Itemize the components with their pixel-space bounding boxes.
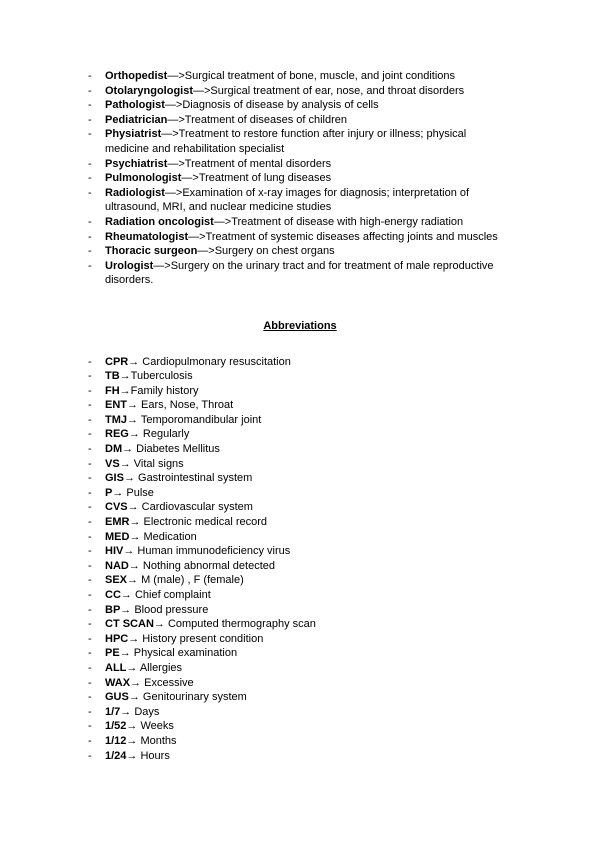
- definition-text: → Days: [120, 705, 160, 718]
- definition-text: —>Examination of x-ray images for diagnosis; interpretation of ultrasound, MRI, and nuclear medicine studies: [105, 186, 470, 214]
- definition-text: → Allergies: [126, 661, 183, 674]
- entry-text: [105, 113, 512, 128]
- entry-text: [105, 690, 512, 705]
- bullet-dash: -: [88, 749, 92, 762]
- term-text: GUS: [105, 691, 129, 704]
- definition-text: →Tuberculosis: [119, 370, 193, 383]
- bullet-dash: -: [88, 734, 92, 747]
- abbreviation-item: [88, 471, 512, 486]
- definition-text: → Weeks: [126, 720, 174, 733]
- abbreviation-item: [88, 588, 512, 603]
- entry-text: [105, 186, 512, 215]
- bullet-dash: -: [88, 632, 92, 645]
- definition-text: —>Surgery on the urinary tract and for treatment of male reproductive disorders.: [105, 259, 494, 287]
- abbreviation-item: [88, 384, 512, 399]
- definition-text: → Blood pressure: [120, 603, 209, 616]
- term-text: REG: [105, 428, 129, 441]
- entry-text: [105, 230, 512, 245]
- definition-text: → Gastrointestinal system: [123, 472, 253, 485]
- term-text: CVS: [105, 501, 128, 514]
- abbreviation-item: [88, 544, 512, 559]
- term-text: Pulmonologist: [105, 172, 182, 185]
- entry-text: [105, 573, 512, 588]
- abbreviation-item: [88, 603, 512, 618]
- term-text: CC: [105, 589, 121, 601]
- entry-text: [105, 457, 512, 472]
- abbreviation-item: [88, 500, 512, 515]
- definition-text: → Chief complaint: [120, 589, 211, 601]
- entry-text: [105, 369, 512, 384]
- bullet-dash: -: [88, 70, 92, 82]
- term-text: WAX: [105, 676, 131, 689]
- abbreviation-item: [88, 705, 512, 720]
- entry-text: [105, 500, 512, 515]
- definition-text: → Electronic medical record: [129, 516, 268, 529]
- bullet-dash: -: [88, 443, 92, 456]
- entry-text: [105, 384, 512, 399]
- bullet-dash: -: [88, 530, 92, 543]
- heading-wrap: [88, 319, 512, 334]
- bullet-dash: -: [88, 113, 92, 126]
- bullet-dash: -: [88, 259, 92, 272]
- entry-text: [105, 544, 512, 559]
- term-text: ALL: [105, 661, 127, 674]
- entry-text: [105, 471, 512, 486]
- term-text: Pathologist: [105, 99, 165, 112]
- specialist-item: [88, 113, 512, 128]
- entry-text: [105, 515, 512, 530]
- bullet-dash: -: [88, 720, 92, 733]
- abbreviation-item: [88, 515, 512, 530]
- abbreviation-item: [88, 676, 512, 691]
- definition-text: —>Treatment of diseases of children: [167, 113, 348, 126]
- definition-text: → Genitourinary system: [128, 691, 247, 704]
- bullet-dash: -: [88, 457, 92, 470]
- definition-text: → Regularly: [128, 428, 190, 441]
- term-text: Orthopedist: [105, 70, 168, 82]
- term-text: 1/52: [105, 720, 127, 733]
- entry-text: [105, 530, 512, 545]
- bullet-dash: -: [88, 399, 92, 412]
- definition-text: → Months: [126, 734, 177, 747]
- definition-text: → Computed thermography scan: [153, 618, 316, 631]
- definition-text: → M (male) , F (female): [127, 574, 244, 587]
- term-text: Rheumatologist: [105, 230, 189, 243]
- definition-text: —>Treatment of systemic diseases affecting joints and muscles: [188, 230, 498, 243]
- term-text: Thoracic surgeon: [105, 245, 198, 258]
- entry-text: [105, 632, 512, 647]
- term-text: NAD: [105, 559, 129, 572]
- specialist-item: [88, 69, 512, 84]
- definition-text: → Medication: [129, 530, 197, 543]
- definition-text: → Cardiovascular system: [127, 501, 253, 514]
- entry-text: [105, 127, 512, 156]
- bullet-dash: -: [88, 245, 92, 258]
- abbreviation-item: [88, 355, 512, 370]
- entry-text: [105, 98, 512, 113]
- term-text: FH: [105, 384, 120, 397]
- bullet-dash: -: [88, 676, 92, 689]
- abbreviation-item: [88, 661, 512, 676]
- bullet-dash: -: [88, 472, 92, 485]
- bullet-dash: -: [88, 215, 92, 228]
- bullet-dash: -: [88, 384, 92, 397]
- abbreviation-item: [88, 690, 512, 705]
- abbreviation-item: [88, 617, 512, 632]
- term-text: 1/12: [105, 734, 127, 747]
- entry-text: [105, 603, 512, 618]
- term-text: SEX: [105, 574, 128, 587]
- specialist-list: [88, 69, 512, 288]
- definition-text: —>Treatment of disease with high-energy radiation: [213, 215, 464, 228]
- bullet-dash: -: [88, 186, 92, 199]
- entry-text: [105, 84, 512, 99]
- abbreviation-item: [88, 632, 512, 647]
- bullet-dash: -: [88, 84, 92, 97]
- specialist-item: [88, 259, 512, 288]
- term-text: DM: [105, 443, 123, 456]
- abbreviation-item: [88, 559, 512, 574]
- specialist-item: [88, 230, 512, 245]
- bullet-dash: -: [88, 428, 92, 441]
- entry-text: [105, 69, 512, 84]
- term-text: MED: [105, 530, 130, 543]
- abbreviation-item: [88, 646, 512, 661]
- abbreviation-item: [88, 442, 512, 457]
- abbreviation-list: [88, 355, 512, 764]
- entry-text: [105, 661, 512, 676]
- bullet-dash: -: [88, 172, 92, 185]
- entry-text: [105, 486, 512, 501]
- entry-text: [105, 588, 512, 603]
- definition-text: → Physical examination: [119, 647, 238, 660]
- abbreviation-item: [88, 573, 512, 588]
- bullet-dash: -: [88, 501, 92, 514]
- entry-text: [105, 157, 512, 172]
- entry-text: [105, 705, 512, 720]
- term-text: VS: [105, 457, 120, 470]
- term-text: Radiation oncologist: [105, 215, 214, 228]
- specialist-item: [88, 98, 512, 113]
- definition-text: —>Surgical treatment of ear, nose, and throat disorders: [193, 84, 465, 97]
- term-text: GIS: [105, 472, 124, 485]
- term-text: 1/7: [105, 705, 121, 718]
- entry-text: [105, 244, 512, 259]
- term-text: Psychiatrist: [105, 157, 168, 170]
- entry-text: [105, 355, 512, 370]
- definition-text: —>Surgical treatment of bone, muscle, and joint conditions: [167, 70, 456, 82]
- bullet-dash: -: [88, 413, 92, 426]
- abbreviation-item: [88, 413, 512, 428]
- abbreviation-item: [88, 719, 512, 734]
- term-text: Physiatrist: [105, 128, 162, 141]
- entry-text: [105, 676, 512, 691]
- specialist-item: [88, 127, 512, 156]
- definition-text: → History present condition: [128, 632, 264, 645]
- specialist-item: [88, 244, 512, 259]
- specialist-item: [88, 171, 512, 186]
- term-text: HPC: [105, 632, 129, 645]
- entry-text: [105, 413, 512, 428]
- entry-text: [105, 646, 512, 661]
- bullet-dash: -: [88, 618, 92, 631]
- bullet-dash: -: [88, 157, 92, 170]
- bullet-dash: -: [88, 559, 92, 572]
- bullet-dash: -: [88, 574, 92, 587]
- bullet-dash: -: [88, 230, 92, 243]
- bullet-dash: -: [88, 545, 92, 558]
- term-text: Radiologist: [105, 186, 165, 199]
- definition-text: → Pulse: [112, 486, 154, 499]
- abbreviation-item: [88, 427, 512, 442]
- term-text: Otolaryngologist: [105, 84, 193, 97]
- entry-text: [105, 734, 512, 749]
- term-text: EMR: [105, 516, 130, 529]
- term-text: 1/24: [105, 749, 127, 762]
- definition-text: → Excessive: [130, 676, 194, 689]
- bullet-dash: -: [88, 516, 92, 529]
- bullet-dash: -: [88, 705, 92, 718]
- entry-text: [105, 719, 512, 734]
- bullet-dash: -: [88, 589, 92, 601]
- entry-text: [105, 259, 512, 288]
- abbreviation-item: [88, 457, 512, 472]
- term-text: TB: [105, 370, 120, 383]
- entry-text: [105, 215, 512, 230]
- term-text: HIV: [105, 545, 124, 558]
- abbreviation-item: [88, 486, 512, 501]
- bullet-dash: -: [88, 370, 92, 383]
- entry-text: [105, 442, 512, 457]
- bullet-dash: -: [88, 647, 92, 660]
- definition-text: —>Treatment of lung diseases: [181, 172, 332, 185]
- definition-text: → Hours: [126, 749, 170, 762]
- definition-text: → Human immunodeficiency virus: [123, 545, 291, 558]
- abbreviation-item: [88, 749, 512, 764]
- entry-text: [105, 171, 512, 186]
- bullet-dash: -: [88, 603, 92, 616]
- definition-text: → Cardiopulmonary resuscitation: [128, 355, 291, 368]
- specialist-item: [88, 157, 512, 172]
- term-text: CPR: [105, 355, 129, 368]
- term-text: PE: [105, 647, 120, 660]
- definition-text: →Family history: [119, 384, 199, 397]
- definition-text: —>Surgery on chest organs: [197, 245, 335, 258]
- bullet-dash: -: [88, 128, 92, 141]
- abbreviations-heading: Abbreviations: [263, 319, 337, 332]
- abbreviation-item: [88, 734, 512, 749]
- definition-text: → Vital signs: [119, 457, 184, 470]
- term-text: Urologist: [105, 259, 154, 272]
- entry-text: [105, 749, 512, 764]
- abbreviation-item: [88, 398, 512, 413]
- bullet-dash: -: [88, 486, 92, 499]
- bullet-dash: -: [88, 691, 92, 704]
- abbreviation-item: [88, 530, 512, 545]
- term-text: CT SCAN: [105, 618, 154, 631]
- definition-text: —>Treatment to restore function after injury or illness; physical medicine and rehabilitation specialist: [105, 128, 467, 155]
- definition-text: → Diabetes Mellitus: [122, 443, 220, 456]
- definition-text: —>Treatment of mental disorders: [167, 157, 332, 170]
- abbreviation-item: [88, 369, 512, 384]
- term-text: BP: [105, 603, 121, 616]
- specialist-item: [88, 186, 512, 215]
- definition-text: —>Diagnosis of disease by analysis of cells: [164, 99, 379, 112]
- entry-text: [105, 427, 512, 442]
- definition-text: → Ears, Nose, Throat: [127, 399, 234, 412]
- term-text: P: [105, 486, 113, 499]
- bullet-dash: -: [88, 355, 92, 368]
- entry-text: [105, 617, 512, 632]
- specialist-item: [88, 84, 512, 99]
- entry-text: [105, 398, 512, 413]
- bullet-dash: -: [88, 99, 92, 112]
- term-text: ENT: [105, 399, 127, 412]
- bullet-dash: -: [88, 661, 92, 674]
- term-text: TMJ: [105, 413, 127, 426]
- specialist-item: [88, 215, 512, 230]
- entry-text: [105, 559, 512, 574]
- definition-text: → Temporomandibular joint: [127, 413, 262, 426]
- term-text: Pediatrician: [105, 113, 168, 126]
- definition-text: → Nothing abnormal detected: [128, 559, 275, 572]
